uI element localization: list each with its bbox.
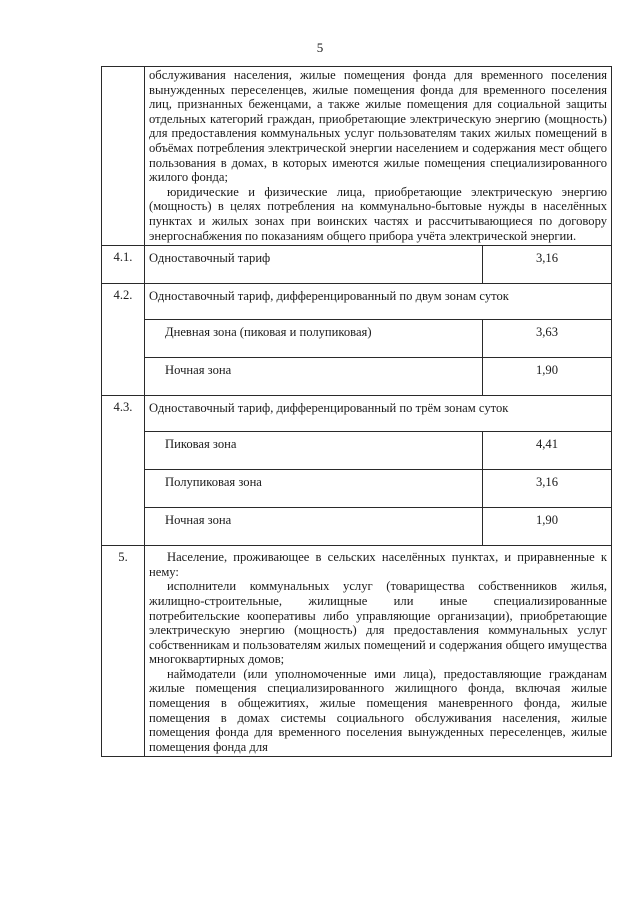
row-5-paragraph-2: исполнители коммунальных услуг (товарищества собственников жилья, жилищно-строительные, жилищные или иные специализированные потребительские кооперативы либо управляющие организации), приобретающие электрическую энергию (мощность) для предоставления коммунальных услуг собственникам и пользователям жилых помещений и содержания общего имущества многоквартирных домов;: [149, 579, 608, 667]
zone-label: Ночная зона: [145, 358, 483, 396]
table-row-4-1: [102, 246, 612, 284]
row-number: 5.: [102, 546, 145, 757]
table-row-zone: [102, 470, 612, 508]
intro-paragraph-2: юридические и физические лица, приобретающие электрическую энергию (мощность) в целях потребления на коммунально-бытовые нужды в населённых пунктах и жилых зонах при воинских частях и рассчитывающиеся по договору энергоснабжения по показаниям общего прибора учёта электрической энергии.: [149, 184, 608, 243]
row-number: 4.3.: [102, 396, 145, 546]
zone-value: 3,63: [483, 320, 612, 358]
zone-label: Полупиковая зона: [145, 470, 483, 508]
tariff-table: [101, 66, 612, 757]
table-row-intro: [102, 67, 612, 246]
row-number-cell: [102, 67, 145, 246]
zone-value: 1,90: [483, 358, 612, 396]
row-number: 4.1.: [102, 246, 145, 284]
row-5-description-cell: [145, 546, 612, 757]
zone-label: Пиковая зона: [145, 432, 483, 470]
zone-label: Ночная зона: [145, 508, 483, 546]
row-5-paragraph-3: наймодатели (или уполномоченные ими лица), предоставляющие гражданам жилые помещения специализированного жилищного фонда, включая жилые помещения в общежитиях, жилые помещения маневренного фонда, жилые помещения в домах системы социального обслуживания населения, жилые помещения фонда для временного поселения вынужденных переселенцев, жилые помещения фонда для: [149, 666, 608, 754]
table-row-zone: [102, 432, 612, 470]
tariff-value: 3,16: [483, 246, 612, 284]
zone-value: 3,16: [483, 470, 612, 508]
tariff-label: Одноставочный тариф, дифференцированный по трём зонам суток: [145, 396, 612, 432]
table-row-5: [102, 546, 612, 757]
table-row-zone: [102, 508, 612, 546]
intro-paragraph-1: обслуживания населения, жилые помещения фонда для временного поселения вынужденных переселенцев, жилые помещения фонда для временного поселения лиц, признанных беженцами, а также жилые помещения для социальной защиты отдельных категорий граждан, приобретающие электрическую энергию (мощность) для предоставления коммунальных услуг пользователям таких жилых помещений в объёмах потребления электрической энергии населением и содержания мест общего пользования в домах, в которых имеются жилые помещения специализированного жилого фонда;: [149, 68, 608, 185]
tariff-label: Одноставочный тариф, дифференцированный по двум зонам суток: [145, 284, 612, 320]
zone-value: 1,90: [483, 508, 612, 546]
row-5-paragraph-1: Население, проживающее в сельских населённых пунктах, и приравненные к нему:: [149, 550, 608, 579]
table-row-zone: [102, 320, 612, 358]
table-row-zone: [102, 358, 612, 396]
zone-value: 4,41: [483, 432, 612, 470]
intro-description-cell: [145, 67, 612, 246]
zone-label: Дневная зона (пиковая и полупиковая): [145, 320, 483, 358]
page-number: 5: [316, 40, 324, 55]
table-row-4-2: [102, 284, 612, 320]
table-row-4-3: [102, 396, 612, 432]
row-number: 4.2.: [102, 284, 145, 396]
tariff-label: Одноставочный тариф: [145, 246, 483, 284]
